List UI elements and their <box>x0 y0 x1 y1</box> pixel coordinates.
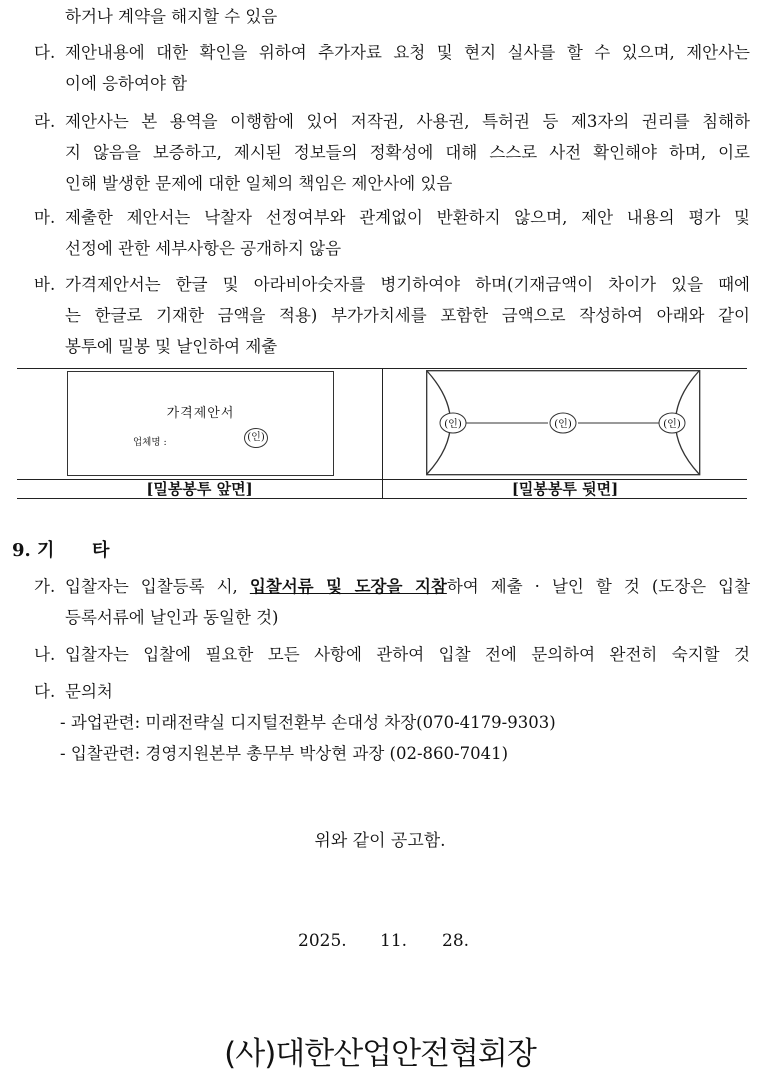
date-year: 2025. <box>298 931 347 951</box>
continuation-text: 하거나 계약을 해지할 수 있음 <box>65 7 278 26</box>
front-company-label: 업체명 : <box>133 437 167 448</box>
envelope-back <box>426 370 701 476</box>
seal-text-left: (인) <box>444 419 462 430</box>
envelope-table <box>17 368 747 499</box>
item-line: 선정에 관한 세부사항은 공개하지 않음 <box>65 239 342 258</box>
list-item-ra <box>34 106 750 199</box>
item-marker: 마. <box>34 208 56 227</box>
back-caption: [밀봉봉투 뒷면] <box>511 480 619 498</box>
item-line: 입찰자는 입찰에 필요한 모든 사항에 관하여 입찰 전에 문의하여 완전히 숙지할 것 <box>65 645 750 664</box>
list-item-ma <box>34 202 750 264</box>
item-line: 가격제안서는 한글 및 아라비아숫자를 병기하여야 하며(기재금액이 차이가 있을 때에 <box>65 275 750 294</box>
item-line <box>65 571 750 602</box>
date-month: 11. <box>380 931 408 951</box>
item-line: 이에 응하여야 함 <box>65 74 188 93</box>
item-marker: 다. <box>34 682 56 701</box>
item-text: 입찰자는 입찰등록 시, <box>65 577 250 596</box>
item-text: 하여 제출 · 날인 할 것 (도장은 입찰 <box>446 577 751 596</box>
contact-bidding: - 입찰관련: 경영지원본부 총무부 박상현 과장 (02-860-7041) <box>60 744 509 763</box>
item-marker: 다. <box>34 43 56 62</box>
item-line: 는 한글로 기재한 금액을 적용) 부가가치세를 포함한 금액으로 작성하여 아래와 같이 <box>65 306 750 325</box>
seal-text-center: (인) <box>554 419 572 430</box>
list-item-ba <box>34 269 750 362</box>
item-line: 제안내용에 대한 확인을 위하여 추가자료 요청 및 현지 실사를 할 수 있으며, 제안사는 <box>65 43 750 62</box>
item-line: 제안사는 본 용역을 이행함에 있어 저작권, 사용권, 특허권 등 제3자의 권리를 침해하 <box>65 112 750 131</box>
item-marker: 바. <box>34 275 56 294</box>
item-line: 문의처 <box>65 682 113 701</box>
front-title: 가격제안서 <box>166 406 235 421</box>
item-marker: 라. <box>34 112 56 131</box>
item-line: 봉투에 밀봉 및 날인하여 제출 <box>65 337 278 356</box>
item-line: 제출한 제안서는 낙찰자 선정여부와 관계없이 반환하지 않으며, 제안 내용의 평가 및 <box>65 208 750 227</box>
item-marker: 가. <box>34 577 56 596</box>
announcement-text: 위와 같이 공고함. <box>314 831 446 851</box>
seal-text-right: (인) <box>663 419 681 430</box>
date-day: 28. <box>442 931 470 951</box>
item-line: 등록서류에 날인과 동일한 것) <box>65 608 279 627</box>
underlined-text: 입찰서류 및 도장을 지참 <box>249 577 447 596</box>
contact-project: - 과업관련: 미래전략실 디지털전환부 손대성 차장(070-4179-9303) <box>60 713 556 732</box>
issuer-name: (사)대한산업안전협회장 <box>224 1036 536 1072</box>
section-heading: 9. 기 타 <box>12 540 110 561</box>
list-item-ga <box>34 571 750 633</box>
item-line: 지 않음을 보증하고, 제시된 정보들의 정확성에 대해 스스로 사전 확인해야 하며, 이로 <box>65 143 750 162</box>
list-item-na <box>34 639 750 670</box>
list-item-da <box>34 37 750 99</box>
list-item-da-contact <box>34 676 750 707</box>
item-marker: 나. <box>34 645 56 664</box>
seal-mark: (인) <box>244 428 268 448</box>
envelope-front <box>67 371 334 476</box>
item-line: 인해 발생한 문제에 대한 일체의 책임은 제안사에 있음 <box>65 174 453 193</box>
front-caption: [밀봉봉투 앞면] <box>146 480 253 498</box>
